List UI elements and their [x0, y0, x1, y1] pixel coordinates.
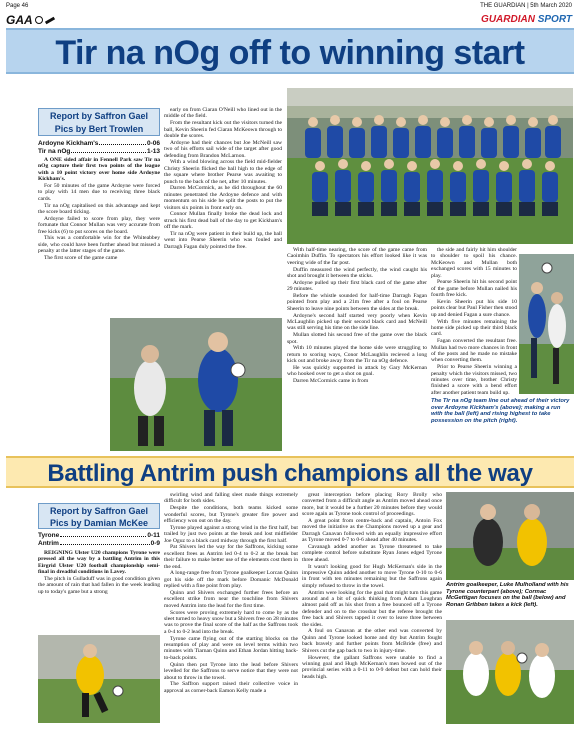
paragraph: Ardoyne failed to score from play, they were fortunate that Connor Mullan was very accurate from free kicks (6) to put scores on the board. [38, 215, 160, 235]
scoreline-antrim [38, 540, 160, 547]
paragraph: A ONE sided affair in Fennell Park saw Tir na nOg capture their first two points of the league with a 10 point victory over home side Ardoyne Kickham's. [38, 157, 160, 183]
score-team: Antrim [38, 540, 59, 547]
kick-photo [38, 635, 160, 723]
paragraph: Antrim were looking for the goal that might turn this game around and a bit of quick thinking from Adam Loughran almost paid off as his shot from a free bounced off a Tyrone defender and on to the crossbar but the referee brought the free back and Shivers tapped it over to leave three between the sides. [302, 589, 442, 628]
action-photo-right-image [519, 254, 574, 394]
paragraph: A great point from centre-back and captain, Antoin Fox moved the initiative as the Champions moved up a gear and Darragh Canavan followed with an equally impressive effort as Tyrone moved 0-7 to 0-6 ahead after 40 minutes. [302, 518, 442, 544]
action-photo-left-image [110, 318, 282, 451]
paragraph: the side and fairly hit him shoulder to shoulder to spoil his chance. McKeown and Mullan both exchanged scores with 15 minutes to play. [431, 247, 517, 279]
paragraph: The pitch in Gulladuff was in good condition given the amount of rain that had fallen in the week leading up to today's game but a strong [38, 576, 160, 595]
story1-column-3 [287, 247, 427, 452]
paragraph: Quinn and Shivers exchanged further frees before an excellent strike from near the touchline from Shivers moved Antrim into the lead for the first time. [164, 590, 298, 609]
paragraph: With 10 minutes played the home side were struggling to return to scoring ways, Conor McLaughlin recieved a long kick out and broke away from the Tir na nOg defence. [287, 345, 427, 365]
paragraph: Pat Shivers led the way for the Saffrons, kicking some excellent frees as Antrim led 0-4 to 0-2 at the break but their failure to make better use of the elements cost them in the end. [164, 544, 298, 570]
action-photo-right [519, 254, 574, 394]
headline-tir-na-nog: Tir na nOg off to winning start [6, 28, 574, 74]
paragraph: Quinn then put Tyrone into the lead before Shivers levelled for the Saffrons to serve notice that they were not about to throw in the towel. [164, 661, 298, 681]
paragraph: He was quickly supported in attack by Gary McKernan who hooked over to get a shot on goal. [287, 365, 427, 378]
story2-caption: Antrim goalkeeper, Luke Mulholland with his Tyrone counterpart (above); Cormac McGettigan focuses on the ball (below) and Ronan Gribben takes a kick (left). [446, 582, 569, 608]
paragraph: REIGNING Ulster U20 champions Tyrone were pressed all the way by a battling Antrim in this Eirgrid Ulster U20 football championship semi-final in dreadful conditions in Lavey. [38, 550, 160, 576]
gaa-logo [6, 13, 86, 27]
paragraph: Ardoyne pulled up their first black card of the game after 29 minutes. [287, 279, 427, 293]
action-photo-left [110, 318, 282, 451]
headline-antrim: Battling Antrim push champions all the way [6, 456, 574, 488]
masthead-sport: SPORT [537, 14, 572, 25]
score-team: Ardoyne Kickham's [38, 140, 99, 147]
paragraph: early on from Ciaran O'Neill who lined out in the middle of the field. [164, 107, 282, 120]
paragraph: Darren McCormick, as he did throughout the 60 minutes penetrated the Ardoyne defence and with momentum on his side he split the posts to put the visitors six points in front early on. [164, 185, 282, 211]
paragraph: From the resultant kick out the visitors turned the ball, Kevin Sheerin fed Ciaran McKeown through to double the scores. [164, 120, 282, 140]
score-team: Tir na nOg [38, 148, 71, 155]
team-photo [287, 88, 573, 244]
byline-report: Report by Saffron Gael [49, 506, 148, 516]
score-value: 1-13 [146, 148, 160, 155]
section-masthead [481, 14, 572, 25]
byline-story2 [38, 503, 160, 529]
paragraph: Ardoyne's second half started very poorly when Kevin McLaughlin picked up their second black card and McNeill was still serving his time on the side line. [287, 312, 427, 332]
masthead-guardian: GUARDIAN [481, 14, 535, 25]
paragraph: A foul on Canavan at the other end was converted by Quinn and Tyrone looked home and dry but Antrim fought back bravely and further points from McBride (free) and Shivers cut the gap back to two in injury-time. [302, 628, 442, 654]
score-team: Tyrone [38, 532, 60, 539]
paragraph: Kevin Sheerin put his side 10 points clear but Paul Fisher then stood up and denied Fagan a sure chance. [431, 299, 517, 318]
tackle-photo [446, 620, 574, 724]
paragraph: However, the gallant Saffrons were unable to find a winning goal and Hugh McKernan's men bowed out of the provincial series with a 0-11 to 0-9 defeat but can hold their heads high. [302, 654, 442, 680]
paragraph: Mullan slotted his second free of the game over the black spot. [287, 332, 427, 345]
paragraph: It wasn't looking good for Hugh McKernan's side in the impressive Quinn added another to move Tyrone 0-10 to 0-6 in front with ten minutes remaining but the Saffrons again simply refused to throw in the towel. [302, 563, 442, 589]
hurley-icon [45, 16, 55, 24]
scoreline-tir-na-nog [38, 148, 160, 155]
score-value: 0-06 [146, 140, 160, 147]
paragraph: Pearse Sheerin hit his second point of the game before Mullan nailed his fourth free kick. [431, 279, 517, 299]
paragraph: Scores were proving extremely hard to come by as the sleet turned to heavy snow but a Shivers free on 28 minutes was to prove the final score of the half as the Saffrons took a 0-4 to 0-2 lead into the break. [164, 609, 298, 635]
paragraph: Connor Mullan finally broke the dead lock and struck his first dead ball of the day to get Kickham's off the mark. [164, 211, 282, 231]
story2-column-2 [164, 492, 298, 724]
story1-caption: The Tir na nOg team line out ahead of their victory over Ardoyne Kickham's (above); making a run with the ball (left) and rising highest to take possession on the pitch (right). [431, 398, 570, 424]
paragraph: For 50 minutes of the game Ardoyne were forced to play with 14 men due to receiving three black cards. [38, 183, 160, 202]
paragraph: Cavanagh added another as Tyrone threatened to take complete control before substitute Ryan Jones edged Tyrone three ahead. [302, 544, 442, 563]
scoreline-ardoyne [38, 140, 160, 147]
kick-photo-image [38, 635, 160, 723]
goalkeepers-photo-image [446, 492, 574, 580]
story2-column-1 [38, 550, 160, 632]
scoreline-tyrone [38, 532, 160, 539]
byline-pics: Pics by Damian McKee [49, 518, 149, 528]
tackle-photo-image [446, 620, 574, 724]
paragraph: With five minutes remaining the home side picked up their third black card. [431, 318, 517, 338]
paragraph: Tir na nOg capitalised on this advantage and kept the score board ticking. [38, 202, 160, 216]
byline-report: Report by Saffron Gael [49, 111, 148, 121]
paragraph: Tyrone came flying out of the starting blocks on the resumption of play and were on level terms within two minutes with Tiarnan Quinn and Ethan Jordan hitting back-to-back points. [164, 635, 298, 661]
paragraph: great interception before placing Rory Brolly who converted from a difficult angle as Antrim moved ahead once more, but it would be a further 20 minutes before they would score again as Tyrone took control of proceedings. [302, 492, 442, 518]
paragraph: Ardoyne had their chances but Joe McNeill saw two of his efforts sail wide of the target after good defending from Brandon McLarnon. [164, 139, 282, 159]
paragraph: This was a comfortable win for the Whiteabbey side, who could have been further ahead but missed a penalty at the latter stages of the game. [38, 235, 160, 255]
byline-story1 [38, 108, 160, 136]
story2-column-3 [302, 492, 442, 724]
story1-column-2 [164, 107, 282, 317]
paragraph: Duffin measured the wind perfectly, the wind caught his shot and brought it between the sticks. [287, 266, 427, 280]
paper-date: THE GUARDIAN | 5th March 2020 [480, 3, 572, 9]
goalkeepers-photo [446, 492, 574, 580]
paragraph: A long-range free from Tyrone goalkeeper Lorcan Quinn got his side off the mark before Domanic McDonald replied with a fine point from play. [164, 570, 298, 590]
paragraph: With half-time nearing, the score of the game came from Caoimhin Duffin. To spectators his effort looked like it was veering wide of the far post. [287, 247, 427, 266]
paragraph: Tir na nOg were patient in their build up, the ball went into Pearse Sheerin who was fouled and Darragh Fagan duly pointed the free. [164, 231, 282, 250]
paragraph: The first score of the game came [44, 255, 118, 262]
paragraph: With a wind blowing across the field mid-fielder Christy Sheerin flicked the ball high to the edge of the square where brother Pearse was awaiting to punch to the back of the net, after 10 minutes. [164, 159, 282, 185]
paragraph: The Saffron support raised their collective voice in approval as corner-back Eamon Kelly made a [164, 681, 298, 694]
story1-column-4 [431, 247, 517, 395]
paragraph: Despite the conditions, both teams kicked some wonderful scores, but Tyrone's greater fire power and efficiency won out on the day. [164, 505, 298, 525]
top-strip [0, 0, 580, 12]
byline-pics: Pics by Bert Trowlen [54, 124, 144, 134]
page-number: Page 46 [6, 3, 29, 9]
team-photo-image [287, 88, 573, 244]
paragraph: Before the whistle sounded for half-time Darragh Fagan pointed from play and a 21m free after a foul on Pearse Sheerin to leave nine points between the sides at the break. [287, 293, 427, 312]
paragraph: Prior to Pearse Sheerin winning a penalty which the visitors missed, two minutes over time, brother Christy finished a score with a bend effort after another patient team build up. [431, 364, 517, 395]
paragraph: Darren McCormick came in from [293, 378, 369, 385]
gaa-logo-text: GAA [6, 13, 33, 27]
score-value: 0-11 [147, 532, 160, 539]
paragraph: Fagan converted the resultant free. Mullan had two more chances in front of the posts and he made no mistake when converting them. [431, 338, 517, 364]
paragraph: Tyrone played against a strong wind in the first half, but trailed by just two points at the break and lost midfielder Joe Oguz to a black card midway through the first half. [164, 524, 298, 544]
score-value: 0-9 [150, 540, 160, 547]
football-icon [35, 16, 43, 24]
paragraph: swirling wind and falling sleet made things extremely difficult for both sides. [164, 492, 298, 505]
